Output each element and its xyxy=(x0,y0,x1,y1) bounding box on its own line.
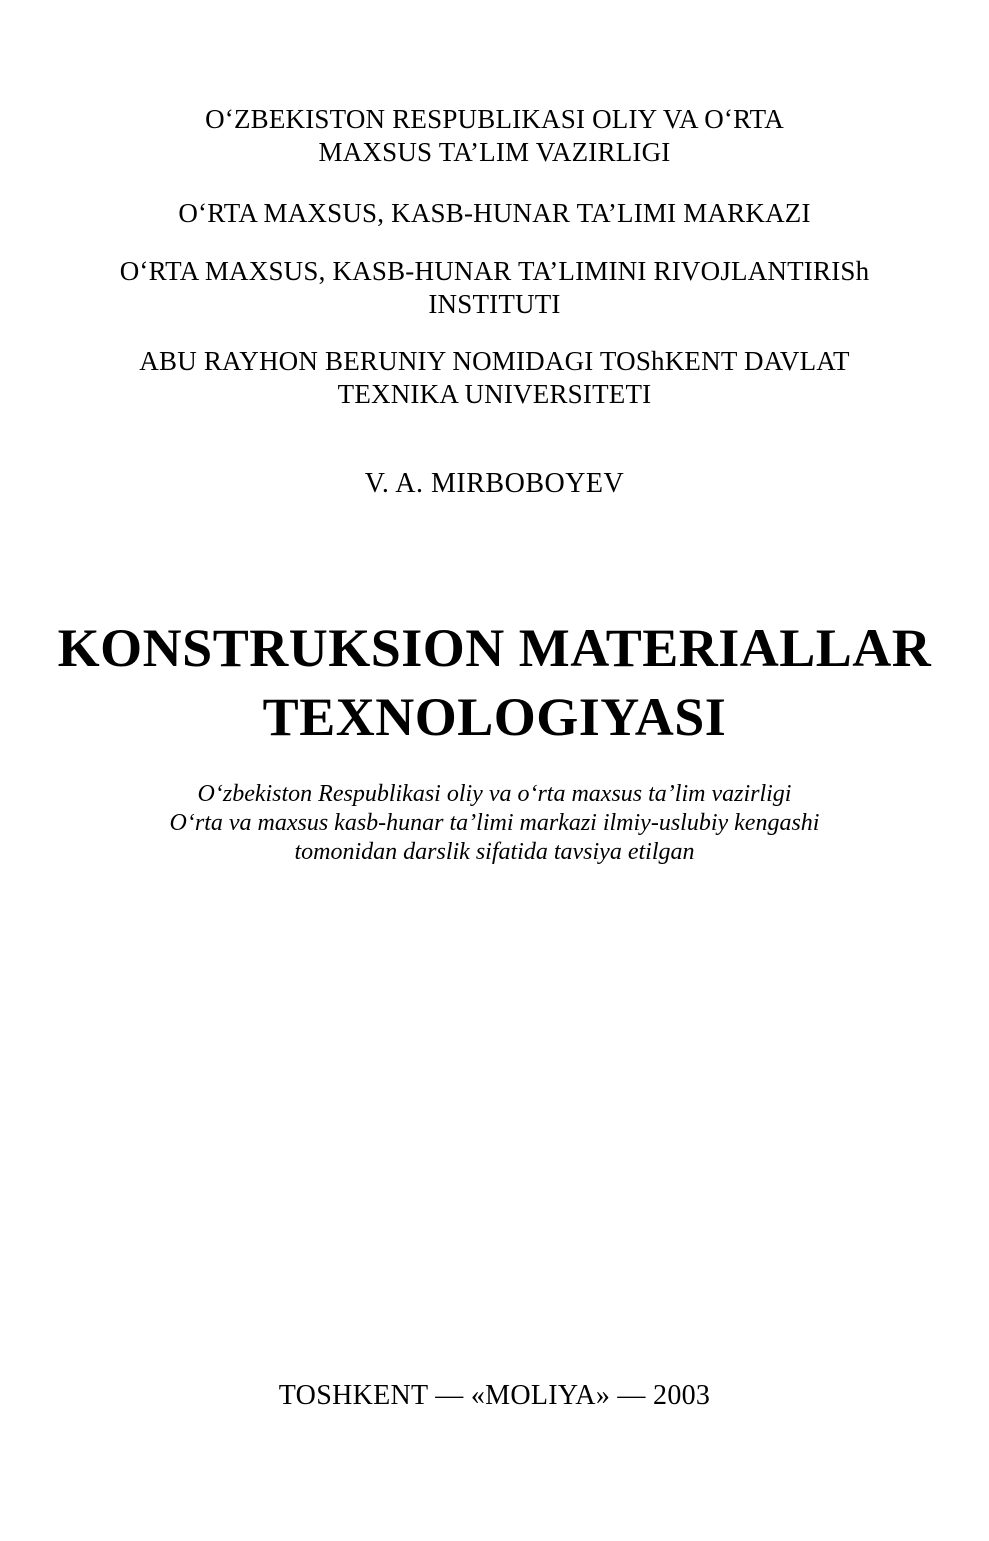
book-title-line-2: TEXNOLOGIYASI xyxy=(262,687,727,747)
book-title-line-1: KONSTRUKSION MATERIALLAR xyxy=(57,618,932,678)
university-line-1: ABU RAYHON BERUNIY NOMIDAGI TOShKENT DAVLAT xyxy=(139,346,850,376)
ministry-line-2: MAXSUS TA’LIM VAZIRLIGI xyxy=(318,137,671,167)
university-line-2: TEXNIKA UNIVERSITETI xyxy=(337,379,652,409)
author-name: V. A. MIRBOBOYEV xyxy=(364,468,625,499)
ministry-line-1: O‘ZBEKISTON RESPUBLIKASI OLIY VA O‘RTA xyxy=(205,104,784,134)
institute-line-2: INSTITUTI xyxy=(428,289,561,319)
institute-line-1: O‘RTA MAXSUS, KASB-HUNAR TA’LIMINI RIVOJLANTIRISh xyxy=(119,256,870,286)
publisher-footer: TOSHKENT — «MOLIYA» — 2003 xyxy=(278,1380,711,1411)
approval-note-line-1: O‘zbekiston Respublikasi oliy va o‘rta maxsus ta’lim vazirligi xyxy=(197,781,792,807)
center-line: O‘RTA MAXSUS, KASB-HUNAR TA’LIMI MARKAZI xyxy=(178,198,811,228)
approval-note-line-3: tomonidan darslik sifatida tavsiya etilgan xyxy=(294,839,695,865)
approval-note-line-2: O‘rta va maxsus kasb-hunar ta’limi markazi ilmiy-uslubiy kengashi xyxy=(169,810,820,836)
